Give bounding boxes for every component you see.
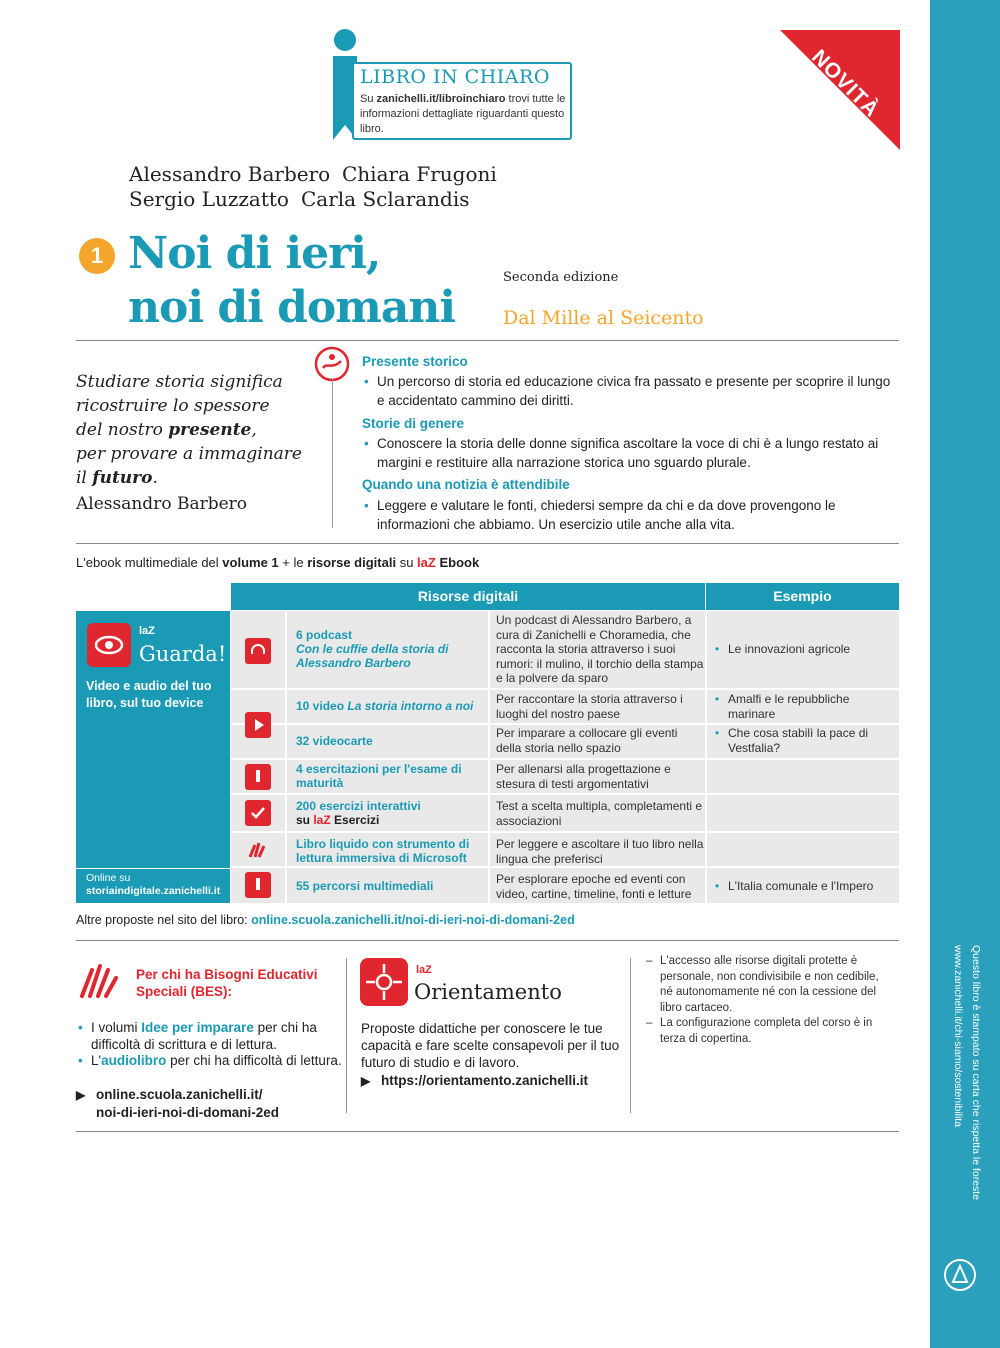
- sustainability-note: [945, 945, 985, 1265]
- resource-cell[interactable]: 4 esercitazioni per l'esame di maturità: [296, 762, 462, 790]
- lic-text-post: trovi tutte le informazioni dettagliate riguardanti questo libro.: [360, 93, 566, 135]
- book-title-line1: Noi di ieri,: [128, 228, 381, 279]
- example-cell: • Le innovazioni agricole: [714, 642, 894, 657]
- bes-text: L': [91, 1053, 102, 1068]
- resource-subtitle: su: [296, 813, 314, 827]
- quote-text: ,: [251, 420, 257, 440]
- quote-text: il: [76, 468, 93, 488]
- bes-url-link[interactable]: [76, 1086, 279, 1122]
- laz-brand: laZ: [313, 813, 331, 827]
- compass-arrows-icon: [360, 958, 408, 1006]
- lic-url[interactable]: zanichelli.it/libroinchiaro: [376, 93, 506, 105]
- edition: Seconda edizione: [503, 270, 619, 285]
- feature-title: Quando una notizia è attendibile: [362, 477, 570, 492]
- ebook-brand: Ebook: [435, 555, 480, 570]
- quote-line: Studiare storia significa: [76, 372, 283, 392]
- header-resources: Risorse digitali: [231, 583, 705, 610]
- resource-subtitle: La storia intorno a noi: [347, 699, 474, 713]
- online-url[interactable]: storiaindigitale.zanichelli.it: [86, 885, 221, 897]
- author: Alessandro Barbero: [129, 162, 331, 186]
- ebook-text: L'ebook multimediale del: [76, 555, 223, 570]
- author: Chiara Frugoni: [342, 162, 497, 186]
- quote-line: ricostruire lo spessore: [76, 396, 270, 416]
- quote-author: Alessandro Barbero: [76, 494, 248, 514]
- quote-bold: presente: [168, 420, 252, 440]
- other-proposals-label: Altre proposte nel sito del libro:: [76, 913, 252, 927]
- column-separator: [488, 611, 490, 903]
- checkbox-icon[interactable]: [245, 800, 271, 826]
- orientamento-title: Orientamento: [414, 980, 562, 1004]
- author: Carla Sclarandis: [301, 187, 470, 211]
- description-cell: Per leggere e ascoltare il tuo libro nella lingua che preferisci: [496, 837, 704, 866]
- other-proposals: [76, 913, 575, 927]
- example-cell: • L'Italia comunale e l'Impero: [714, 879, 894, 894]
- guarda-subtitle: Video e audio del tuo libro, sul tuo device: [86, 679, 212, 710]
- resource-subtitle: Con le cuffie della storia di Alessandro Barbero: [296, 642, 449, 670]
- quote: [76, 370, 316, 490]
- ebook-text: su: [396, 555, 418, 570]
- laz-brand: laZ: [417, 555, 436, 570]
- note: – L'accesso alle risorse digitali protette è personale, non condivisibile e non cedibile, né autonomamente né con la cessione del libro cartaceo.: [646, 954, 886, 1016]
- laz-label: laZ: [139, 625, 155, 637]
- column-separator: [285, 611, 287, 903]
- libro-in-chiaro-text: [360, 92, 570, 137]
- forest-icon: [940, 1255, 980, 1295]
- tap-icon[interactable]: [245, 872, 271, 898]
- resource-name: 10 video: [296, 699, 348, 713]
- resource-cell[interactable]: [296, 699, 486, 713]
- divider: [76, 1131, 899, 1132]
- bes-item: [76, 1019, 346, 1053]
- bes-url-line: ▶ online.scuola.zanichelli.it/: [96, 1087, 263, 1102]
- bes-title: Per chi ha Bisogni Educativi Speciali (BES):: [136, 967, 318, 999]
- column-separator: [705, 611, 707, 903]
- book-title-line2: noi di domani: [128, 282, 456, 333]
- sign-language-icon: [76, 958, 122, 1004]
- resource-subtitle: Esercizi: [330, 813, 380, 827]
- resource-name: 6 podcast: [296, 628, 353, 642]
- quote-line: [76, 418, 316, 442]
- tap-icon[interactable]: [245, 764, 271, 790]
- resource-cell[interactable]: [296, 799, 486, 827]
- laz-label: laZ: [416, 964, 432, 976]
- resource-cell[interactable]: Libro liquido con strumento di lettura immersiva di Microsoft: [296, 837, 470, 865]
- bes-text: I volumi: [91, 1020, 142, 1035]
- bes-link[interactable]: Idee per imparare: [141, 1020, 254, 1035]
- divider: [76, 340, 899, 341]
- column-divider: [630, 958, 631, 1113]
- info-icon-dot: [334, 29, 356, 51]
- description-cell: Per raccontare la storia attraverso i luoghi del nostro paese: [496, 692, 683, 721]
- feature-title: Presente storico: [362, 354, 468, 369]
- description-cell: Test a scelta multipla, completamenti e associazioni: [496, 799, 703, 828]
- resource-cell[interactable]: [296, 628, 486, 670]
- other-proposals-link[interactable]: online.scuola.zanichelli.it/noi-di-ieri-noi-di-domani-2ed: [251, 913, 575, 927]
- online-label: Online su: [86, 872, 131, 884]
- bes-item: [76, 1052, 346, 1069]
- column-divider: [332, 378, 333, 528]
- quote-line: [76, 466, 316, 490]
- feature-text: • Leggere e valutare le fonti, chiedersi sempre da chi e da dove provengono le informazioni che abbiamo. Un esercizio utile anche alla vita.: [362, 496, 897, 534]
- bes-text: per chi ha difficoltà di scrittura e di lettura.: [91, 1020, 317, 1052]
- author: Sergio Luzzatto: [129, 187, 289, 211]
- bes-text: per chi ha difficoltà di lettura.: [166, 1053, 342, 1068]
- divider: [76, 940, 899, 941]
- bes-link[interactable]: audiolibro: [101, 1053, 167, 1068]
- feature-title: Storie di genere: [362, 416, 465, 431]
- quote-text: .: [152, 468, 158, 488]
- guarda-title: Guarda!: [139, 642, 227, 666]
- example-cell: • Che cosa stabilì la pace di Vestfalia?: [714, 726, 894, 755]
- ebook-text: + le: [278, 555, 308, 570]
- column-divider: [346, 958, 347, 1113]
- sustainability-url[interactable]: www.zanichelli.it/chi-siamo/sostenibilita: [952, 945, 964, 1128]
- description-cell: Per allenarsi alla progettazione e stesura di testi argomentativi: [496, 762, 671, 791]
- libro-in-chiaro-title: LIBRO IN CHIARO: [360, 66, 550, 88]
- eye-icon: [87, 623, 131, 667]
- hand-icon[interactable]: [245, 837, 271, 863]
- novita-label: NOVITÀ: [807, 45, 884, 122]
- description-cell: Un podcast di Alessandro Barbero, a cura di Zanichelli e Choramedia, che racconta la storia attraverso i suoi rumori: il mulino, il torchio della stampa e la polvere da sparo: [496, 613, 704, 685]
- volume-number-badge: 1: [79, 238, 115, 274]
- orientamento-text: Proposte didattiche per conoscere le tue capacità e fare scelte consapevoli per il tuo futuro di studio e di lavoro.: [361, 1021, 620, 1070]
- video-play-icon[interactable]: [245, 712, 271, 738]
- ebook-resources: risorse digitali: [307, 555, 397, 570]
- description-cell: Per esplorare epoche ed eventi con video, cartine, timeline, fonti e letture: [496, 872, 692, 901]
- feature-text: • Un percorso di storia ed educazione civica fra passato e presente per scoprire il lungo e accidentato cammino dei diritti.: [362, 372, 897, 410]
- quote-text: del nostro: [76, 420, 169, 440]
- sustainability-text: Questo libro è stampato su carta che rispetta le foreste: [970, 945, 982, 1201]
- quote-line: per provare a immaginare: [76, 444, 302, 464]
- header-example: Esempio: [706, 583, 899, 610]
- period-subtitle: Dal Mille al Seicento: [503, 307, 704, 329]
- note: – La configurazione completa del corso è in terza di copertina.: [646, 1016, 886, 1047]
- bes-url-line: noi-di-ieri-noi-di-domani-2ed: [96, 1105, 279, 1120]
- resource-cell[interactable]: 55 percorsi multimediali: [296, 879, 434, 893]
- lic-text-pre: Su: [360, 93, 377, 105]
- resource-cell[interactable]: 32 videocarte: [296, 734, 373, 748]
- resource-name: 200 esercizi interattivi: [296, 799, 421, 813]
- example-cell: • Amalfi e le repubbliche marinare: [714, 692, 894, 721]
- libro-in-chiaro-box: [352, 62, 572, 140]
- divider: [76, 543, 899, 544]
- description-cell: Per imparare a collocare gli eventi della storia nello spazio: [496, 726, 678, 755]
- ebook-volume: volume 1: [222, 555, 279, 570]
- podcast-icon[interactable]: [245, 638, 271, 664]
- ebook-line: [76, 555, 479, 570]
- rights-icon: [314, 346, 350, 382]
- feature-text: • Conoscere la storia delle donne significa ascoltare la voce di chi è a lungo restato ai margini e restituire alla narrazione storica uno sguardo plurale.: [362, 434, 897, 472]
- quote-bold: futuro: [92, 468, 153, 488]
- orientamento-link[interactable]: ▶ https://orientamento.zanichelli.it: [361, 1072, 588, 1090]
